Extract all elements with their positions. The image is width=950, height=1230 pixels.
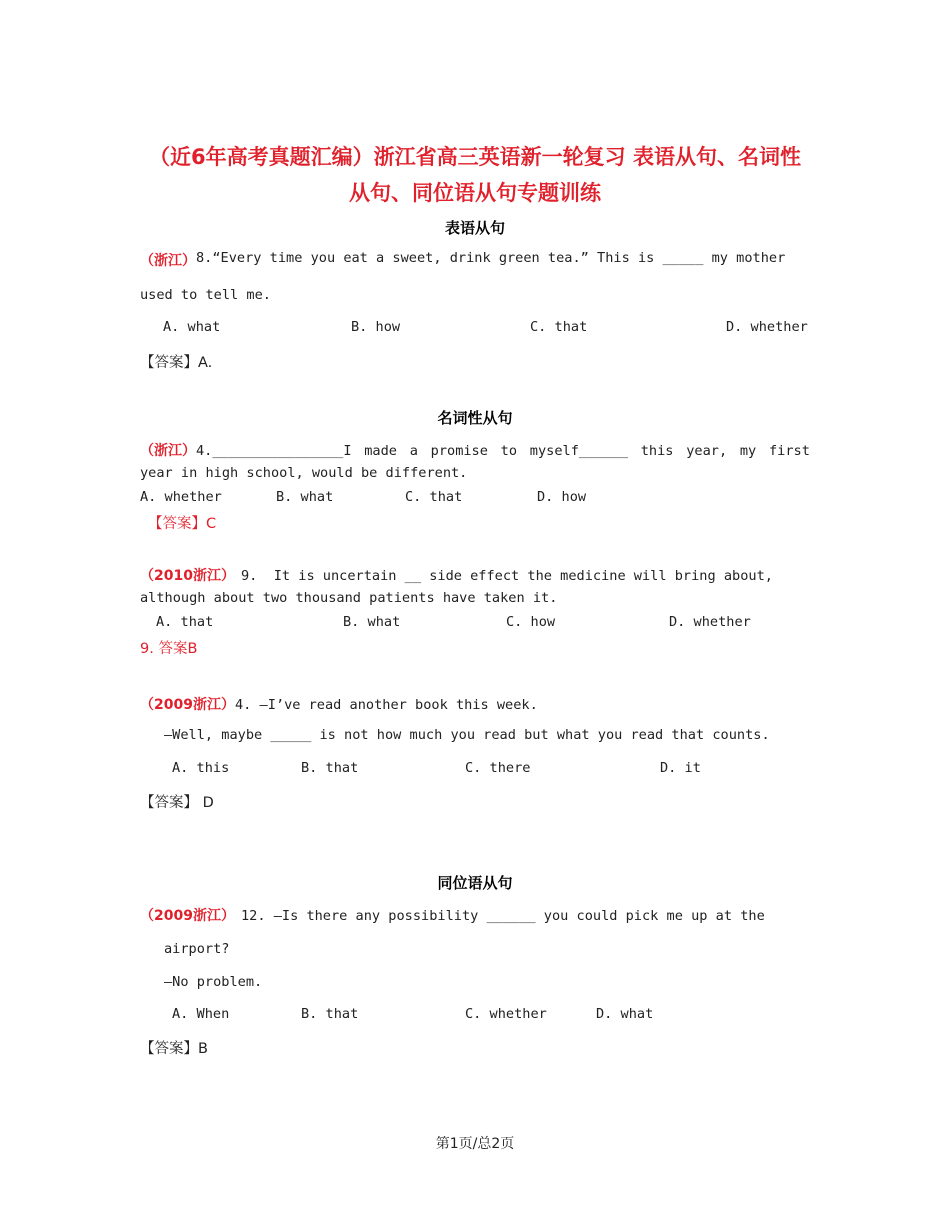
option-a: A. When <box>172 1006 230 1022</box>
question-s1-q1-line1 <box>140 250 810 270</box>
option-a: A. that <box>156 614 214 630</box>
answer-s2-q3: 【答案】 D <box>140 795 214 811</box>
word: a <box>409 443 418 459</box>
question-source: （浙江） <box>140 253 196 269</box>
question-s2-q3-line2: —Well, maybe _____ is not how much you read but what you read that counts. <box>164 727 770 743</box>
option-a: A. whether <box>140 489 222 505</box>
question-source: （2010浙江） <box>140 568 235 584</box>
option-b: B. that <box>301 760 359 776</box>
option-d: D. whether <box>669 614 751 630</box>
option-c: C. whether <box>465 1006 547 1022</box>
answer-s2-q1: 【答案】C <box>148 516 217 532</box>
question-text <box>196 443 810 459</box>
option-d: D. what <box>596 1006 654 1022</box>
word: 4.________________I <box>196 443 352 459</box>
word: made <box>364 443 397 459</box>
answer-s1-q1: 【答案】A. <box>140 355 213 371</box>
option-d: D. it <box>660 760 701 776</box>
page-number: 第1页/总2页 <box>435 1136 515 1152</box>
section-heading-noun-clause: 名词性从句 <box>437 409 513 427</box>
question-s2-q1-line2: year in high school, would be different. <box>140 465 468 481</box>
question-s3-q1-line3: —No problem. <box>164 974 263 990</box>
question-text: 12. —Is there any possibility ______ you could pick me up at the <box>240 908 765 924</box>
option-b: B. what <box>276 489 334 505</box>
question-s1-q1-line2: used to tell me. <box>140 287 271 303</box>
option-b: B. that <box>301 1006 359 1022</box>
question-s2-q2-line2: although about two thousand patients have taken it. <box>140 590 558 606</box>
answer-s3-q1: 【答案】B <box>140 1041 208 1057</box>
answer-s2-q2: 9. 答案B <box>140 641 198 657</box>
option-c: C. there <box>465 760 531 776</box>
word: to <box>500 443 518 459</box>
document-title-line2: 从句、同位语从句专题训练 <box>349 181 601 205</box>
word: my <box>739 443 757 459</box>
word: this <box>640 443 674 459</box>
question-s2-q1-line1 <box>140 440 810 460</box>
word: first <box>768 443 810 459</box>
word: year, <box>686 443 728 459</box>
option-a: A. this <box>172 760 230 776</box>
option-b: B. how <box>351 319 401 335</box>
option-a: A. what <box>163 319 221 335</box>
document-title-line1: （近6年高考真题汇编）浙江省高三英语新一轮复习 表语从句、名词性 <box>149 145 801 169</box>
option-b: B. what <box>343 614 401 630</box>
question-s3-q1-line2: airport? <box>164 941 230 957</box>
option-d: D. whether <box>726 319 808 335</box>
option-d: D. how <box>537 489 587 505</box>
option-c: C. that <box>530 319 588 335</box>
question-source: （浙江） <box>140 443 196 459</box>
word: myself______ <box>529 443 628 459</box>
question-s2-q2-line1 <box>140 565 810 585</box>
question-s2-q3-line1 <box>140 694 538 714</box>
question-text: 4. —I’ve read another book this week. <box>234 697 538 713</box>
question-text: 9. It is uncertain __ side effect the medicine will bring about, <box>240 568 773 584</box>
section-heading-predicative: 表语从句 <box>444 219 505 237</box>
section-heading-appositive: 同位语从句 <box>437 874 513 892</box>
question-text: 8.“Every time you eat a sweet, drink green tea.” This is _____ my mother <box>196 250 786 266</box>
question-source: （2009浙江） <box>140 908 235 924</box>
question-s3-q1-line1 <box>140 905 810 925</box>
word: promise <box>430 443 488 459</box>
option-c: C. that <box>405 489 463 505</box>
option-c: C. how <box>506 614 556 630</box>
question-source: （2009浙江） <box>140 697 235 713</box>
